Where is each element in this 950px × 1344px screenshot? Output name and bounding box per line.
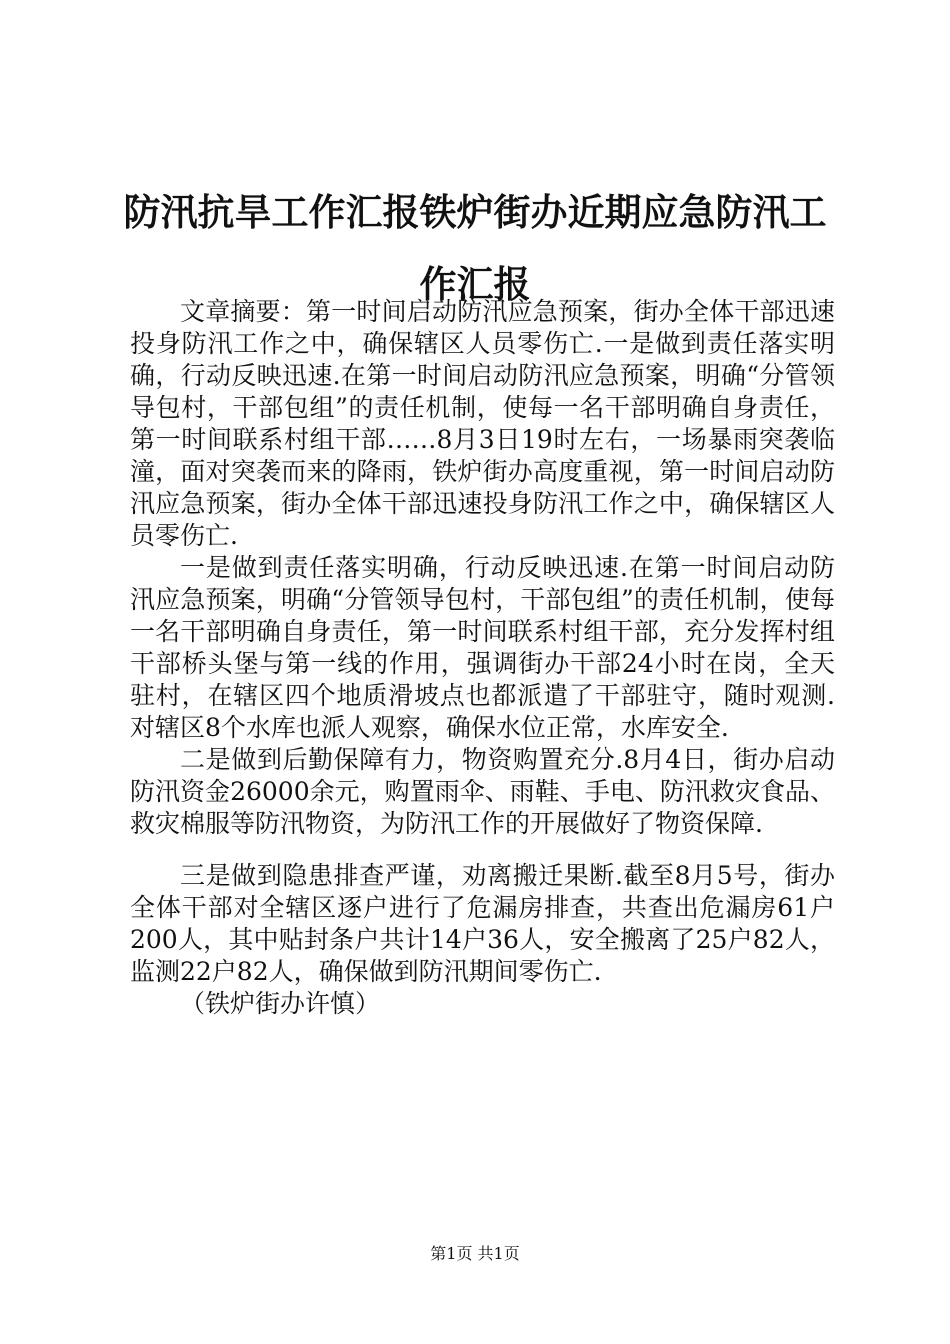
body-paragraph-2: 二是做到后勤保障有力，物资购置充分.8月4日，街办启动防汛资金26000余元，购置雨伞、雨鞋、手电、防汛救灾食品、救灾棉服等防汛物资，为防汛工作的开展做好了物资保障.	[130, 745, 835, 838]
author-attribution: （铁炉街办许慎）	[180, 989, 381, 1018]
body-paragraph-3: 三是做到隐患排查严谨，劝离搬迁果断.截至8月5号，街办全体干部对全辖区逐户进行了危漏房排查，共查出危漏房61户200人，其中贴封条户共计14户36人，安全搬离了25户82人，监测22户82人，确保做到防汛期间零伤亡.	[130, 861, 835, 986]
document-title: 防汛抗旱工作汇报铁炉街办近期应急防汛工作汇报	[123, 190, 827, 306]
document-body	[130, 296, 835, 1020]
body-paragraph-1: 一是做到责任落实明确，行动反映迅速.在第一时间启动防汛应急预案，明确“分管领导包村，干部包组”的责任机制，使每一名干部明确自身责任，第一时间联系村组干部，充分发挥村组干部桥头堡与第一线的作用，强调街办干部24小时在岗，全天驻村，在辖区四个地质滑坡点也都派遣了干部驻守，随时观测.对辖区8个水库也派人观察，确保水位正常，水库安全.	[130, 553, 835, 742]
page-number-footer: 第1页 共1页	[430, 1244, 520, 1263]
abstract-paragraph: 文章摘要：第一时间启动防汛应急预案，街办全体干部迅速投身防汛工作之中，确保辖区人员零伤亡.一是做到责任落实明确，行动反映迅速.在第一时间启动防汛应急预案，明确“分管领导包村，干部包组”的责任机制，使每一名干部明确自身责任，第一时间联系村组干部……8月3日19时左右，一场暴雨突袭临潼，面对突袭而来的降雨，铁炉街办高度重视，第一时间启动防汛应急预案，街办全体干部迅速投身防汛工作之中，确保辖区人员零伤亡.	[130, 297, 835, 550]
